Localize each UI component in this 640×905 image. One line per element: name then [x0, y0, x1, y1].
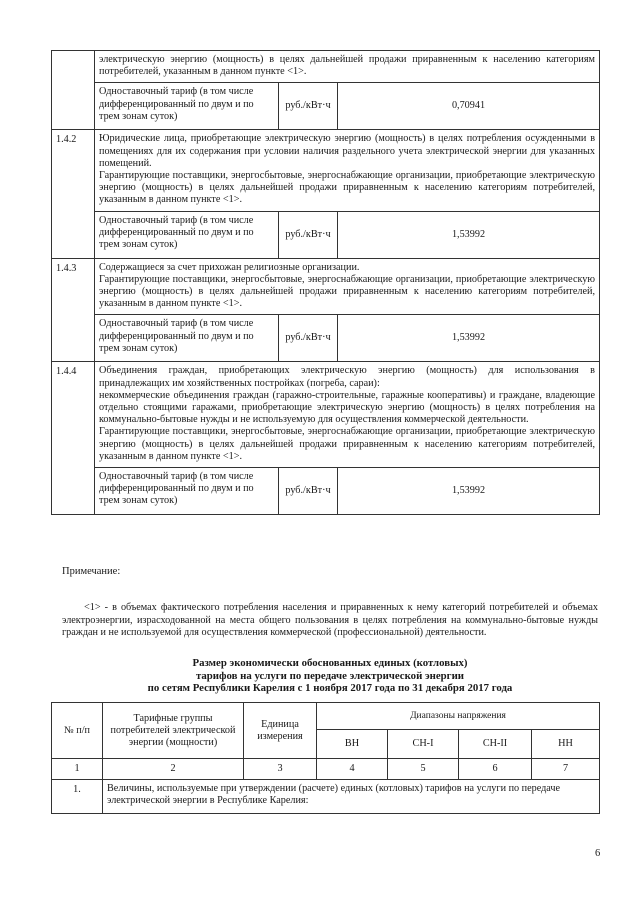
- row-number: [52, 51, 95, 130]
- tariff-name: Одноставочный тариф (в том числе дифференцированный по двум и по трем зонам суток): [95, 315, 279, 362]
- tariff-value: 1,53992: [338, 468, 600, 515]
- header-level: ВН: [317, 730, 388, 759]
- index-cell: 4: [317, 759, 388, 780]
- title-line: по сетям Республики Карелия с 1 ноября 2017 года по 31 декабря 2017 года: [147, 682, 513, 694]
- voltage-tariff-table: [51, 702, 600, 814]
- index-cell: 5: [388, 759, 459, 780]
- header-level: СН-I: [388, 730, 459, 759]
- row-description: Содержащиеся за счет прихожан религиозные организации. Гарантирующие поставщики, энергосбытовые, энергоснабжающие организации, приобретающие электрическую энергию (мощность) в целях дальнейшей продажи приравненным к населению категориям потребителей, указанным в данном пункте <1>.: [95, 258, 600, 315]
- table-index-row: [52, 759, 600, 780]
- row-number: 1.4.4: [52, 362, 95, 515]
- row-description: Юридические лица, приобретающие электрическую энергию (мощность) в целях потребления осужденными в помещениях для их содержания при условии наличия раздельного учета электрической энергии для указанных помещений. Гарантирующие поставщики, энергосбытовые, энергоснабжающие организации, приобретающие электрическую энергию (мощность) в целях дальнейшей продажи приравненным к населению категориям потребителей, указанным в данном пункте <1>.: [95, 130, 600, 211]
- note-label: Примечание:: [62, 566, 121, 577]
- index-cell: 7: [532, 759, 600, 780]
- title-line: тарифов на услуги по передаче электрической энергии: [195, 669, 465, 682]
- table-row: [52, 362, 600, 468]
- row-description: Величины, используемые при утверждении (расчете) единых (котловых) тарифов на услуги по передаче электрической энергии в Республике Карелия:: [103, 780, 600, 814]
- tariff-name: Одноставочный тариф (в том числе дифференцированный по двум и по трем зонам суток): [95, 83, 279, 130]
- tariff-subrow: [52, 211, 600, 258]
- row-description: Объединения граждан, приобретающих электрическую энергию (мощность) для использования в принадлежащих им хозяйственных постройках (погреба, сараи): некоммерческие объединения граждан (гаражно-строительные, гаражные кооперативы) и граждане, владеющие отдельно стоящими гаражами, приобретающие электрическую энергию (мощность) в целях потребления на коммунально-бытовые нужды и не используемую для осуществления коммерческой деятельности. Гарантирующие поставщики, энергосбытовые, энергоснабжающие организации, приобретающие электрическую энергию (мощность) в целях дальнейшей продажи приравненным к населению категориям потребителей, указанным в данном пункте <1>.: [95, 362, 600, 468]
- row-number: 1.4.2: [52, 130, 95, 258]
- row-number: 1.: [52, 780, 103, 814]
- tariff-name: Одноставочный тариф (в том числе дифференцированный по двум и по трем зонам суток): [95, 211, 279, 258]
- table-row: [52, 51, 600, 83]
- header-num: № п/п: [52, 703, 103, 759]
- tariff-value: 1,53992: [338, 315, 600, 362]
- header-level: НН: [532, 730, 600, 759]
- row-description: электрическую энергию (мощность) в целях дальнейшей продажи приравненным к населению категориям потребителей, указанным в данном пункте <1>.: [95, 51, 600, 83]
- index-cell: 1: [52, 759, 103, 780]
- table-row: [52, 780, 600, 814]
- table-header-row: [52, 703, 600, 730]
- tariff-unit: руб./кВт·ч: [279, 83, 338, 130]
- section-title: [62, 657, 598, 695]
- tariff-value: 0,70941: [338, 83, 600, 130]
- tariff-subrow: [52, 315, 600, 362]
- header-level: СН-II: [459, 730, 532, 759]
- table-row: [52, 130, 600, 211]
- tariff-name: Одноставочный тариф (в том числе дифференцированный по двум и по трем зонам суток): [95, 468, 279, 515]
- row-number: 1.4.3: [52, 258, 95, 362]
- header-groups: Тарифные группы потребителей электрической энергии (мощности): [103, 703, 244, 759]
- title-line: Размер экономически обоснованных единых (котловых): [192, 657, 468, 669]
- tariff-subrow: [52, 468, 600, 515]
- index-cell: 2: [103, 759, 244, 780]
- tariff-unit: руб./кВт·ч: [279, 211, 338, 258]
- tariff-table: [51, 50, 600, 515]
- tariff-unit: руб./кВт·ч: [279, 468, 338, 515]
- index-cell: 6: [459, 759, 532, 780]
- tariff-subrow: [52, 83, 600, 130]
- table-row: [52, 258, 600, 315]
- tariff-unit: руб./кВт·ч: [279, 315, 338, 362]
- note-text: <1> - в объемах фактического потребления населения и приравненных к нему категорий потребителей и объемах электроэнергии, израсходованной на места общего пользования в целях потребления на коммунально-бытовые нужды граждан и не используемой для осуществления коммерческой (профессиональной) деятельности.: [62, 602, 598, 638]
- header-unit: Единица измерения: [244, 703, 317, 759]
- header-ranges: Диапазоны напряжения: [317, 703, 600, 730]
- index-cell: 3: [244, 759, 317, 780]
- tariff-value: 1,53992: [338, 211, 600, 258]
- page-number: 6: [595, 848, 601, 859]
